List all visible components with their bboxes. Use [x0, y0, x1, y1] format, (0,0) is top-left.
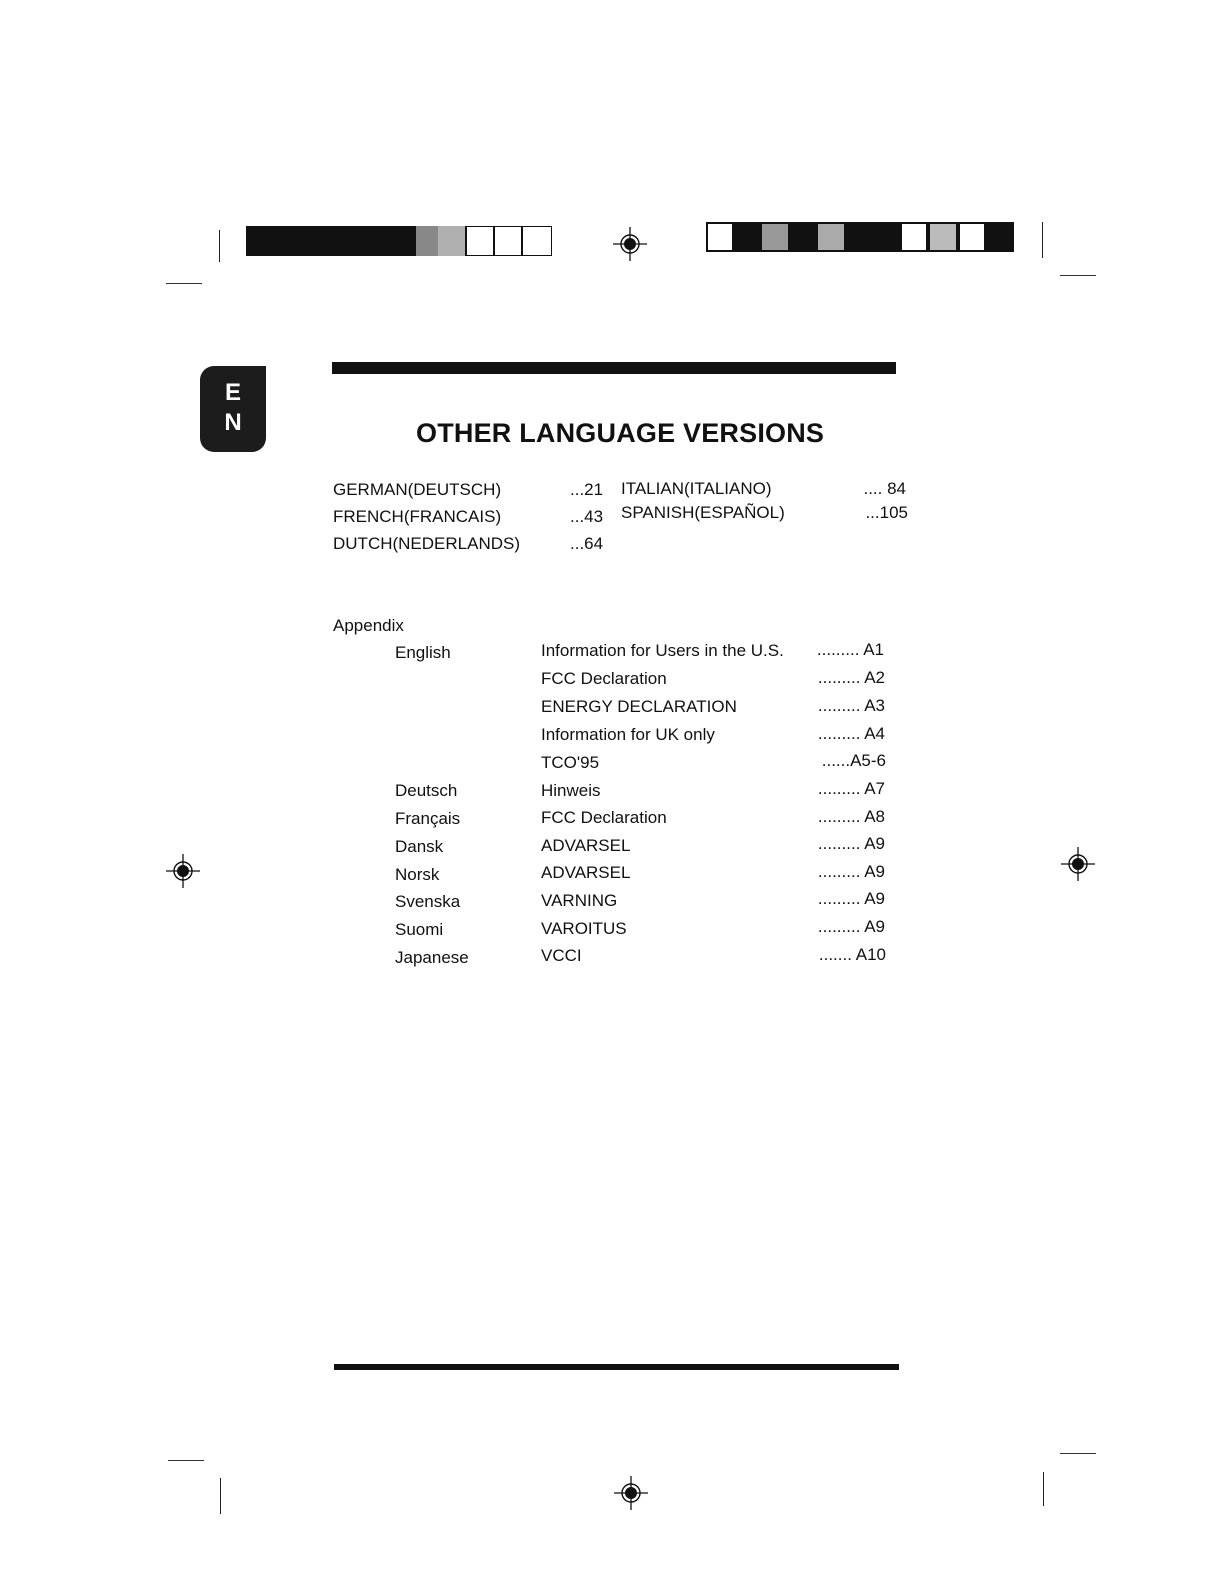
registration-mark-icon — [614, 1476, 648, 1510]
crop-mark-bottom-right — [1043, 1472, 1044, 1506]
language-page: ...21 — [570, 480, 604, 499]
appendix-item: VAROITUS — [541, 919, 627, 938]
appendix-language: Deutsch — [395, 781, 458, 800]
crop-mark-top-left — [219, 230, 220, 262]
language-page: ...105 — [865, 503, 908, 522]
appendix-page: ......A5-6 — [821, 751, 886, 770]
appendix-item: FCC Declaration — [541, 808, 667, 827]
appendix-item: Information for Users in the U.S. — [541, 641, 784, 660]
language-page: ...43 — [570, 507, 604, 526]
crop-mark-bottom-left — [220, 1478, 221, 1514]
language-tab-letter: N — [224, 409, 242, 436]
page-title: OTHER LANGUAGE VERSIONS — [416, 418, 825, 448]
color-calibration-bar-icon — [246, 226, 552, 258]
appendix-language: Suomi — [395, 920, 444, 939]
language-tab-letter: E — [224, 379, 241, 406]
language-name: GERMAN(DEUTSCH) — [333, 480, 502, 499]
header-rule — [332, 362, 896, 374]
color-calibration-bar-icon — [706, 222, 1014, 254]
language-name: DUTCH(NEDERLANDS) — [333, 534, 521, 553]
crop-mark-bottom-left-h — [168, 1460, 204, 1461]
crop-mark-top-right-h — [1060, 275, 1096, 276]
crop-mark-top-right — [1042, 222, 1043, 258]
language-name: ITALIAN(ITALIANO) — [621, 479, 772, 498]
appendix-page: ......... A9 — [817, 889, 885, 908]
appendix-item: VCCI — [541, 946, 582, 965]
appendix-item: FCC Declaration — [541, 669, 667, 688]
appendix-item: ADVARSEL — [541, 863, 631, 882]
footer-rule — [334, 1364, 899, 1370]
appendix-item: Hinweis — [541, 781, 601, 800]
language-page: .... 84 — [863, 479, 906, 498]
appendix-page: ......... A2 — [817, 668, 885, 687]
appendix-page: ......... A9 — [817, 834, 885, 853]
appendix-language: Japanese — [395, 948, 469, 967]
appendix-page: ......... A8 — [817, 807, 885, 826]
appendix-page: ......... A3 — [817, 696, 885, 715]
appendix-item: TCO'95 — [541, 753, 600, 772]
registration-mark-icon — [613, 227, 647, 261]
crop-mark-bottom-right-h — [1060, 1453, 1096, 1454]
appendix-page: ......... A1 — [816, 640, 884, 659]
appendix-item: ENERGY DECLARATION — [541, 697, 737, 716]
registration-mark-icon — [1061, 847, 1095, 881]
appendix-item: Information for UK only — [541, 725, 715, 744]
appendix-item: ADVARSEL — [541, 836, 631, 855]
appendix-page: ......... A4 — [817, 724, 885, 743]
appendix-language: Svenska — [395, 892, 461, 911]
language-name: SPANISH(ESPAÑOL) — [621, 503, 785, 522]
language-page: ...64 — [570, 534, 604, 553]
appendix-language: English — [395, 643, 451, 662]
appendix-language: Dansk — [395, 837, 444, 856]
appendix-item: VARNING — [541, 891, 618, 910]
appendix-heading: Appendix — [333, 616, 404, 635]
appendix-language: Norsk — [395, 865, 440, 884]
crop-mark-top-left-h — [166, 283, 202, 284]
appendix-page: ......... A7 — [817, 779, 885, 798]
appendix-language: Français — [395, 809, 461, 828]
registration-mark-icon — [166, 854, 200, 888]
appendix-page: ......... A9 — [817, 862, 885, 881]
appendix-page: ....... A10 — [818, 945, 886, 964]
language-name: FRENCH(FRANCAIS) — [333, 507, 502, 526]
appendix-page: ......... A9 — [817, 917, 885, 936]
language-tab — [200, 366, 266, 452]
